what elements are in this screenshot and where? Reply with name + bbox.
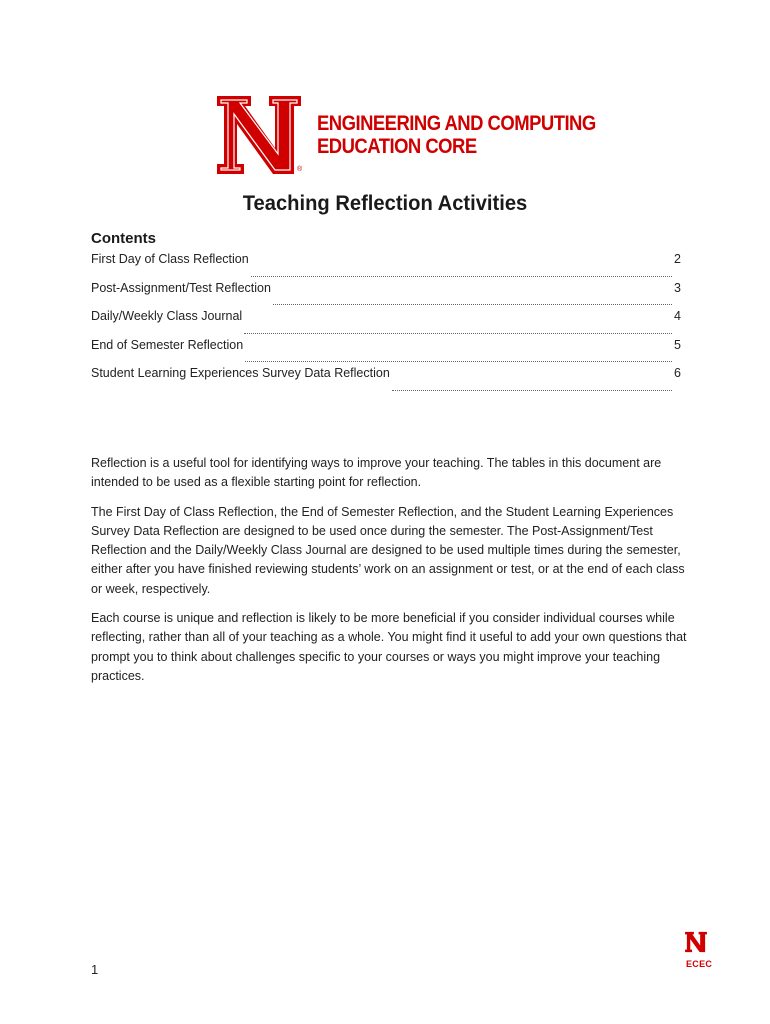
footer-logo-label: ECEC [686, 959, 713, 969]
toc-item[interactable] [91, 366, 681, 395]
page-number: 1 [91, 962, 99, 977]
paragraph: Each course is unique and reflection is likely to be more beneficial if you consider individual courses while reflecting, rather than all of your teaching as a whole. You might find it useful to add your own questions that prompt you to think about challenges specific to your courses or ways you might improve your teaching practices. [91, 611, 687, 683]
toc-item[interactable] [91, 338, 681, 367]
toc-item-label[interactable]: First Day of Class Reflection [91, 252, 249, 266]
toc-item[interactable] [91, 281, 681, 310]
table-of-contents [91, 252, 681, 395]
toc-item-page[interactable]: 6 [674, 366, 681, 381]
toc-leader-dots [244, 323, 672, 334]
logo-text-line1: ENGINEERING AND COMPUTING [317, 112, 596, 135]
toc-leader-dots [251, 266, 672, 277]
toc-leader-dots [245, 351, 672, 362]
registered-mark: ® [297, 166, 303, 173]
footer-logo [684, 930, 712, 976]
logo-wordmark [317, 112, 596, 158]
toc-item-page[interactable]: 4 [674, 309, 681, 324]
toc-leader-dots [273, 294, 672, 305]
toc-item[interactable] [91, 252, 681, 281]
toc-item-page[interactable]: 5 [674, 337, 681, 352]
toc-item-label[interactable]: Post-Assignment/Test Reflection [91, 280, 271, 295]
toc-item-label[interactable]: End of Semester Reflection [91, 337, 244, 352]
header-logo [213, 92, 596, 182]
toc-leader-dots [392, 380, 672, 391]
toc-item[interactable] [91, 309, 681, 338]
paragraph: The First Day of Class Reflection, the End of Semester Reflection, and the Student Learning Experiences Survey Data Reflection are designed to be used once during the semester. The Post-Assignment/Test Reflection and the Daily/Weekly Class Journal are designed to be used multiple times during the semester, either after you have finished reviewing students’ work on an assignment or test, or at the end of each class or week, respectively. [91, 504, 685, 596]
toc-item-page[interactable]: 2 [674, 252, 681, 266]
contents-heading: Contents [91, 230, 156, 247]
toc-item-page[interactable]: 3 [674, 280, 681, 295]
toc-item-label[interactable]: Student Learning Experiences Survey Data Reflection [91, 366, 390, 381]
logo-text-line2: EDUCATION CORE [317, 135, 477, 158]
nebraska-n-small-icon [684, 930, 708, 954]
paragraph: Reflection is a useful tool for identifying ways to improve your teaching. The tables in this document are intended to be used as a flexible starting point for reflection. [91, 456, 662, 490]
toc-item-label[interactable]: Daily/Weekly Class Journal [91, 309, 243, 324]
nebraska-n-logo-icon [213, 92, 305, 178]
page-title: Teaching Reflection Activities [242, 192, 528, 215]
body-text [91, 454, 691, 696]
